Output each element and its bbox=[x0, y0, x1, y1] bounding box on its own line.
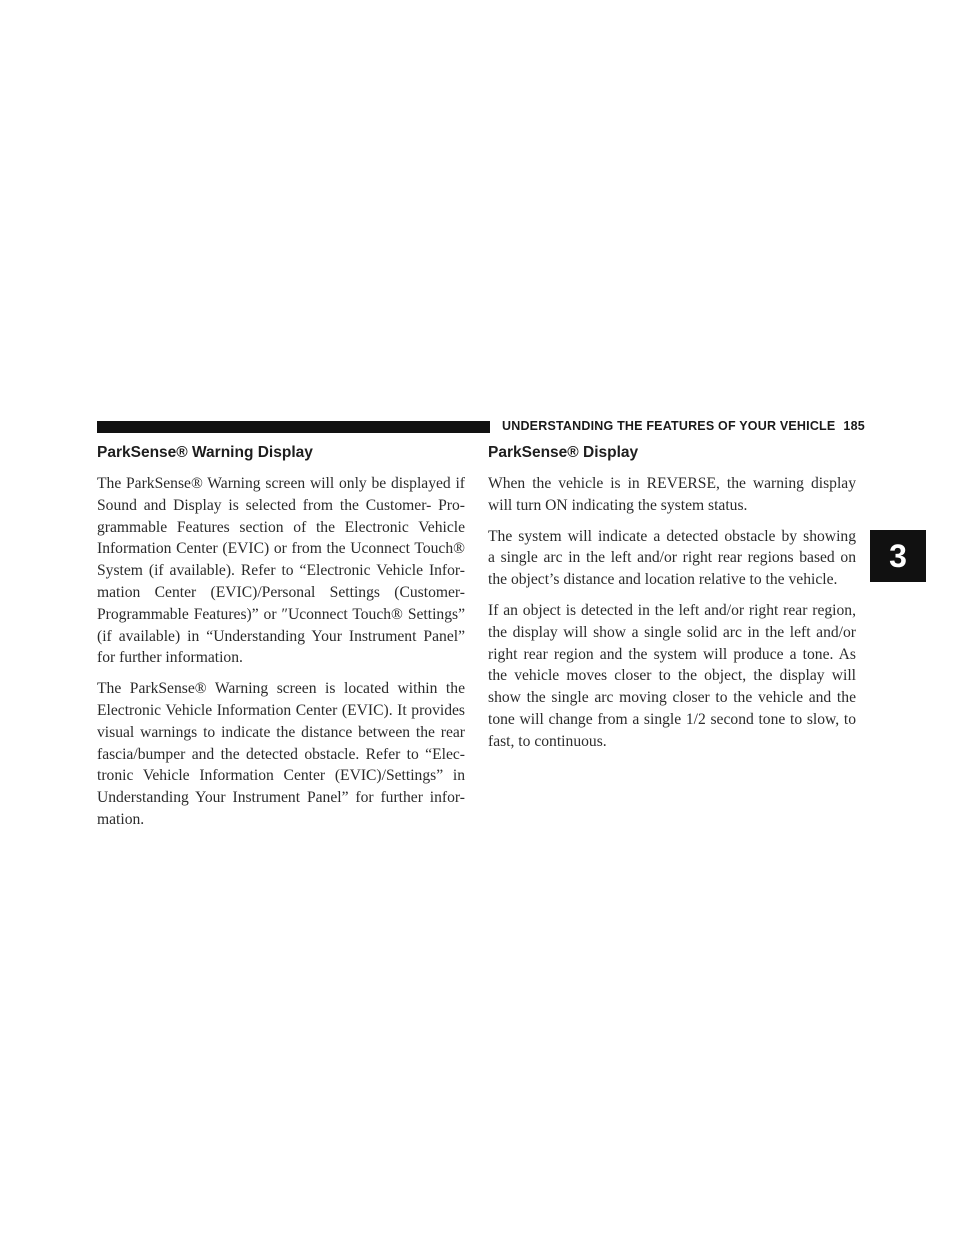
chapter-tab: 3 bbox=[870, 530, 926, 582]
text-line: Programmable Features)” or ″Uconnect Touch® Settings” bbox=[97, 605, 465, 623]
right-paragraph bbox=[488, 600, 856, 753]
text-line: (if available) in “Understanding Your Instrument Panel” bbox=[97, 627, 465, 645]
text-line: fast, to continuous. bbox=[488, 732, 607, 750]
text-line: If an object is detected in the left and/or right rear region, bbox=[488, 601, 856, 619]
header-rule bbox=[97, 421, 490, 433]
left-paragraphs bbox=[97, 473, 465, 831]
text-line: will turn ON indicating the system status. bbox=[488, 496, 748, 514]
running-header bbox=[502, 419, 865, 433]
right-heading: ParkSense® Display bbox=[488, 444, 639, 461]
text-line: Information Center (EVIC) or from the Uconnect Touch® bbox=[97, 540, 465, 558]
text-line: Understanding Your Instrument Panel” for further infor- bbox=[97, 789, 465, 807]
text-line: The ParkSense® Warning screen will only be displayed if bbox=[97, 475, 465, 492]
right-paragraphs bbox=[488, 473, 856, 753]
left-paragraph bbox=[97, 678, 465, 831]
left-heading: ParkSense® Warning Display bbox=[97, 444, 313, 461]
text-line: the display will show a single solid arc in the left and/or bbox=[488, 623, 856, 641]
text-line: mation Center (EVIC)/Personal Settings (Customer- bbox=[97, 583, 465, 601]
text-line: visual warnings to indicate the distance between the rear bbox=[97, 723, 465, 741]
text-line: mation. bbox=[97, 810, 145, 828]
text-line: for further information. bbox=[97, 649, 243, 667]
text-line: a single arc in the left and/or right rear regions based on bbox=[488, 549, 856, 567]
right-paragraph bbox=[488, 473, 856, 517]
text-line: the object’s distance and location relative to the vehicle. bbox=[488, 571, 838, 589]
text-line: Sound and Display is selected from the Customer- Pro- bbox=[97, 496, 465, 514]
left-paragraph bbox=[97, 473, 465, 669]
text-line: fascia/bumper and the detected obstacle. Refer to “Elec- bbox=[97, 745, 465, 763]
page-number: 185 bbox=[843, 419, 865, 433]
text-line: right rear region and the system will produce a tone. As bbox=[488, 645, 856, 663]
text-line: show the single arc moving closer to the vehicle and the bbox=[488, 689, 856, 707]
text-line: grammable Features section of the Electronic Vehicle bbox=[97, 518, 465, 536]
text-line: Electronic Vehicle Information Center (EVIC). It provides bbox=[97, 701, 465, 719]
text-line: the vehicle moves closer to the object, the display will bbox=[488, 667, 856, 685]
right-paragraph bbox=[488, 526, 856, 591]
text-line: System (if available). Refer to “Electronic Vehicle Infor- bbox=[97, 562, 465, 580]
section-title: UNDERSTANDING THE FEATURES OF YOUR VEHICLE bbox=[502, 419, 836, 433]
text-line: tronic Vehicle Information Center (EVIC)/Settings” in bbox=[97, 767, 465, 785]
text-line: The ParkSense® Warning screen is located within the bbox=[97, 680, 465, 698]
text-line: When the vehicle is in REVERSE, the warning display bbox=[488, 475, 856, 492]
text-line: tone will change from a single 1/2 second tone to slow, to bbox=[488, 710, 856, 728]
right-column bbox=[488, 442, 856, 762]
left-column bbox=[97, 442, 465, 840]
text-line: The system will indicate a detected obstacle by showing bbox=[488, 527, 856, 545]
